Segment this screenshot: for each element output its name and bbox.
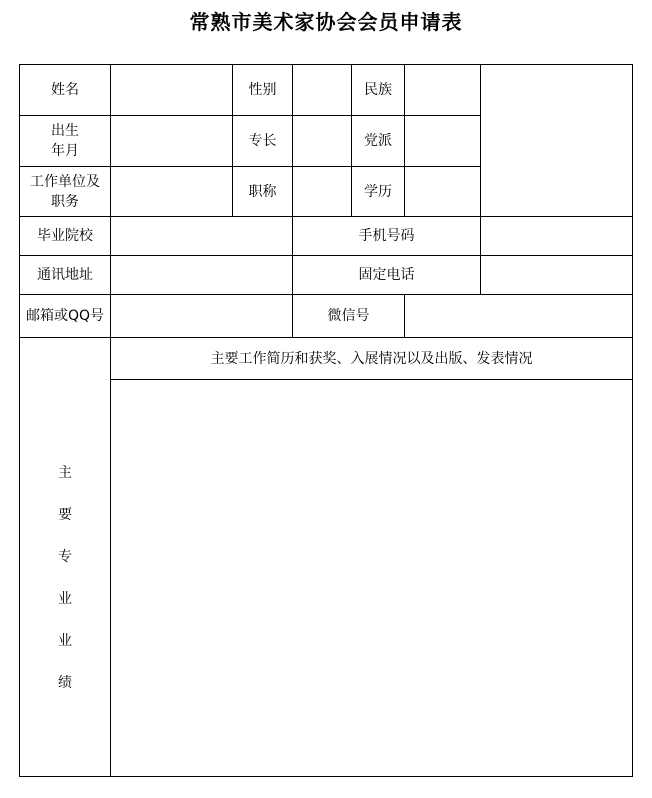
form-title: 常熟市美术家协会会员申请表 — [189, 10, 463, 34]
landline-label: 固定电话 — [293, 256, 481, 295]
landline-field[interactable] — [481, 256, 633, 295]
mobile-field[interactable] — [481, 217, 633, 256]
email-qq-field[interactable] — [111, 295, 293, 338]
application-form-table — [19, 64, 633, 777]
achievements-header: 主要工作简历和获奖、入展情况以及出版、发表情况 — [111, 338, 633, 380]
achievements-label — [20, 338, 111, 777]
education-label: 学历 — [352, 167, 405, 217]
achievements-char: 业 — [58, 633, 72, 649]
ethnicity-label: 民族 — [352, 65, 405, 116]
work-unit-field[interactable] — [111, 167, 233, 217]
school-label: 毕业院校 — [20, 217, 111, 256]
achievements-char: 绩 — [58, 675, 72, 691]
specialty-field[interactable] — [293, 116, 352, 167]
party-field[interactable] — [405, 116, 481, 167]
achievements-char: 要 — [58, 507, 72, 523]
party-label: 党派 — [352, 116, 405, 167]
gender-label: 性别 — [233, 65, 293, 116]
name-field[interactable] — [111, 65, 233, 116]
achievements-char: 主 — [58, 465, 72, 481]
work-unit-label: 工作单位及 职务 — [20, 167, 111, 217]
email-qq-label: 邮箱或QQ号 — [20, 295, 111, 338]
school-field[interactable] — [111, 217, 293, 256]
birth-label: 出生 年月 — [20, 116, 111, 167]
birth-field[interactable] — [111, 116, 233, 167]
address-label: 通讯地址 — [20, 256, 111, 295]
job-title-field[interactable] — [293, 167, 352, 217]
job-title-label: 职称 — [233, 167, 293, 217]
education-field[interactable] — [405, 167, 481, 217]
photo-cell[interactable] — [481, 65, 633, 217]
specialty-label: 专长 — [233, 116, 293, 167]
name-label: 姓名 — [20, 65, 111, 116]
achievements-field[interactable] — [111, 380, 633, 777]
wechat-field[interactable] — [405, 295, 633, 338]
achievements-char: 专 — [58, 549, 72, 565]
wechat-label: 微信号 — [293, 295, 405, 338]
ethnicity-field[interactable] — [405, 65, 481, 116]
gender-field[interactable] — [293, 65, 352, 116]
achievements-char: 业 — [58, 591, 72, 607]
mobile-label: 手机号码 — [293, 217, 481, 256]
address-field[interactable] — [111, 256, 293, 295]
